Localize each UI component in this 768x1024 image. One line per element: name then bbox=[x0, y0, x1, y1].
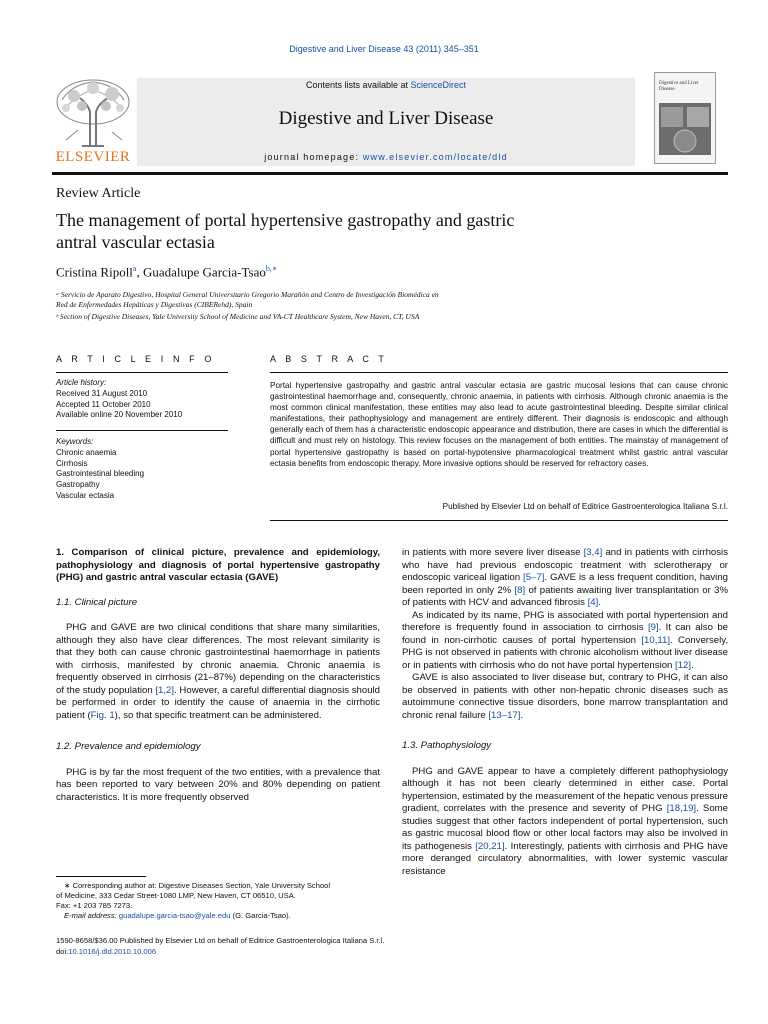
keywords: Keywords: Chronic anaemia Cirrhosis Gastrointestinal bleeding Gastropathy Vascular ectasia bbox=[56, 437, 228, 502]
cover-image-icon bbox=[659, 103, 711, 155]
reference-link[interactable]: [8] bbox=[514, 584, 526, 596]
homepage-link[interactable]: www.elsevier.com/locate/dld bbox=[362, 152, 508, 162]
keyword: Gastrointestinal bleeding bbox=[56, 469, 145, 479]
reference-link[interactable]: [3,4] bbox=[583, 547, 603, 558]
paragraph: As indicated by its name, PHG is associated with portal hypertension and therefore is frequently found in association to cirrhosis [9]. It can also be found in non-cirrhotic causes of portal hypertension [10,11]. Conversely, PHG is not observed in patients with chronic alcoholism without liver disease or in patients with cirrhosis who do not have portal hypertension [12]. bbox=[402, 609, 728, 671]
article-history: Article history: Received 31 August 2010 Accepted 11 October 2010 Available online 20 November 2010 bbox=[56, 378, 183, 420]
reference-link[interactable]: [13–17] bbox=[488, 709, 521, 721]
elsevier-wordmark: ELSEVIER bbox=[55, 149, 131, 165]
affiliation-marker[interactable]: b,∗ bbox=[265, 264, 278, 273]
tree-logo-icon bbox=[52, 76, 134, 148]
affiliation-b: ᵇ Section of Digestive Diseases, Yale University School of Medicine and VA-CT Healthcare System, New Haven, CT, USA bbox=[56, 312, 420, 321]
paragraph: GAVE is also associated to liver disease but, contrary to PHG, it can also be observed in patients with other non-hepatic chronic diseases such as autoimmune connective tissue disorders, bone marrow transplantation and chronic renal failure [13–17]. bbox=[402, 672, 728, 721]
journal-title: Digestive and Liver Disease bbox=[278, 108, 494, 129]
keyword: Cirrhosis bbox=[56, 458, 88, 468]
reference-link[interactable]: [10,11] bbox=[641, 634, 670, 646]
footnote-rule bbox=[56, 876, 146, 877]
abstract-text: Portal hypertensive gastropathy and gastric antral vascular ectasia are gastric mucosal lesions that can cause chronic gastrointestinal haemorrhage and, consequently, chronic anaemia, in patients with cirrhosis. Although chronic anaemia is the most common clinical manifestation, these entities may also lead to acute gastrointestinal bleeding. Despite similar clinical manifestations, their pathophysiology and management are entirely different. Their diagnosis is endoscopic and although generally each of them has a characteristic endoscopic appearance and distribution, there are cases in which the differential is difficult and must rely on histology. This review focuses on the management of both entities. The mainstay of management of portal hypertensive gastropathy is based on portal-hypotensive pharmacological treatment whilst gastric antral vascular ectasia benefits from endoscopic therapy. More invasive options should be reserved for refractory cases. bbox=[270, 381, 728, 468]
corresponding-author-footnote: ∗ Corresponding author at: Digestive Diseases Section, Yale University School of Medicine, 333 Cedar Street-1080 LMP, New Haven, CT 06510, USA. Fax: +1 203 785 7273. E-mail address: guadalupe.garcia-tsao@yale.edu (G. Garcia-Tsao). bbox=[56, 881, 331, 920]
figure-link[interactable]: Fig. 1 bbox=[90, 709, 115, 721]
paragraph: PHG and GAVE appear to have a completely different pathophysiology although it has not been clearly determined in either case. Portal hypertension, estimated by the measurement of the hepatic venous pressure gradient, correlates with the presence and severity of PHG [18,19]. Some studies suggest that other factors independent of portal hypertension, such as gastric mucosal blood flow or other local factors may also be involved in its pathogenesis [20,21]. Interestingly, patients with cirrhosis and PHG have more deranged circulatory abnormalities, with lower systemic vascular resistance bbox=[402, 765, 728, 877]
section-heading-1: 1. Comparison of clinical picture, prevalence and epidemiology, pathophysiology and diagnosis of portal hypertensive gastropathy (PHG) and gastric antral vascular ectasia (GAVE) bbox=[56, 547, 380, 583]
keyword: Chronic anaemia bbox=[56, 447, 117, 457]
subsection-heading-pathophysiology: 1.3. Pathophysiology bbox=[402, 740, 492, 751]
keyword: Gastropathy bbox=[56, 480, 100, 490]
abstract-heading: A B S T R A C T bbox=[270, 354, 388, 364]
sciencedirect-link[interactable]: ScienceDirect bbox=[410, 80, 467, 90]
affiliation-marker[interactable]: a bbox=[132, 264, 137, 273]
paragraph: in patients with more severe liver disease [3,4] and in patients with cirrhosis who have had previous endoscopic treatment with sclerotherapy or endoscopic variceal ligation [5–7]. GAVE is a less frequent condition, having been reported in only 2% [8] of patients awaiting liver transplantation or 3% of patients with HCV and advanced fibrosis [4]. bbox=[402, 547, 728, 608]
affiliation-a: ᵃ Servicio de Aparato Digestivo, Hospital General Universitario Gregorio Marañón and Centro de Investigación Biomédica en Red de Enfermedades Hepáticas y Digestivas (CIBERehd), Spain bbox=[56, 290, 439, 309]
author-list: Cristina Ripoll$^a$, Guadalupe Garcia-Tsao$^{b,∗}$ bbox=[56, 264, 278, 280]
reference-link[interactable]: [4] bbox=[587, 597, 599, 608]
subsection-heading-prevalence: 1.2. Prevalence and epidemiology bbox=[56, 741, 201, 752]
subsection-heading-clinical: 1.1. Clinical picture bbox=[56, 596, 138, 608]
author-email-link[interactable]: guadalupe.garcia-tsao@yale.edu bbox=[118, 911, 231, 920]
author-name[interactable]: Guadalupe Garcia-Tsao bbox=[142, 264, 266, 280]
reference-link[interactable]: [12] bbox=[675, 659, 692, 671]
article-type: Review Article bbox=[56, 186, 141, 201]
abstract-rule bbox=[270, 372, 728, 373]
abstract-publisher-line: Published by Elsevier Ltd on behalf of Editrice Gastroenterologica Italiana S.r.l. bbox=[442, 502, 728, 511]
header-divider bbox=[52, 172, 728, 175]
right-column bbox=[402, 547, 728, 878]
reference-link[interactable]: [20,21] bbox=[475, 840, 505, 852]
reference-link[interactable]: [1,2] bbox=[155, 684, 175, 696]
cover-title: Digestive and Liver Disease bbox=[659, 81, 699, 92]
article-info-rule bbox=[56, 372, 228, 373]
doi-link[interactable]: 10.1016/j.dld.2010.10.006 bbox=[68, 947, 157, 956]
cover-image bbox=[659, 103, 711, 155]
contents-line: Contents lists available at ScienceDirect bbox=[305, 80, 467, 90]
article-title: The management of portal hypertensive gastropathy and gastric antral vascular ectasia bbox=[56, 210, 515, 252]
article-info-rule bbox=[56, 430, 228, 431]
elsevier-logo bbox=[52, 76, 134, 166]
reference-link[interactable]: [18,19] bbox=[666, 803, 697, 814]
journal-citation[interactable]: Digestive and Liver Disease 43 (2011) 345–351 bbox=[289, 44, 479, 54]
abstract-bottom-rule bbox=[270, 520, 728, 521]
paragraph-prevalence: PHG is by far the most frequent of the two entities, with a prevalence that has been reported to vary between 20% and 80% depending on patient characteristics. It is more frequently observed bbox=[56, 766, 380, 803]
journal-homepage: journal homepage: www.elsevier.com/locate/dld bbox=[264, 152, 508, 162]
reference-link[interactable]: [9] bbox=[647, 622, 659, 633]
issn-line: 1590-8658/$36.00 Published by Elsevier Ltd on behalf of Editrice Gastroenterologica Italiana S.r.l. bbox=[56, 936, 385, 945]
paragraph-clinical: PHG and GAVE are two clinical conditions that share many similarities, although they also have clear differences. The most relevant similarity is that they both can cause chronic gastrointestinal haemorrhage in patients with cirrhosis, manifested by chronic anaemia. Chronic anaemia is frequently observed in cirrhosis (21–87%) depending on the characteristics of the study population [1,2]. However, a careful differential diagnosis should be performed in order to identify the cause of anaemia in the cirrhotic patient (Fig. 1), so that specific treatment can be administered. bbox=[56, 622, 380, 721]
journal-cover-thumbnail bbox=[654, 72, 716, 164]
keyword: Vascular ectasia bbox=[56, 490, 115, 500]
doi-line: doi:10.1016/j.dld.2010.10.006 bbox=[56, 947, 157, 956]
left-column bbox=[56, 547, 380, 804]
author-name[interactable]: Cristina Ripoll bbox=[56, 264, 133, 280]
reference-link[interactable]: [5–7] bbox=[523, 572, 545, 583]
article-info-heading: A R T I C L E I N F O bbox=[56, 354, 215, 364]
